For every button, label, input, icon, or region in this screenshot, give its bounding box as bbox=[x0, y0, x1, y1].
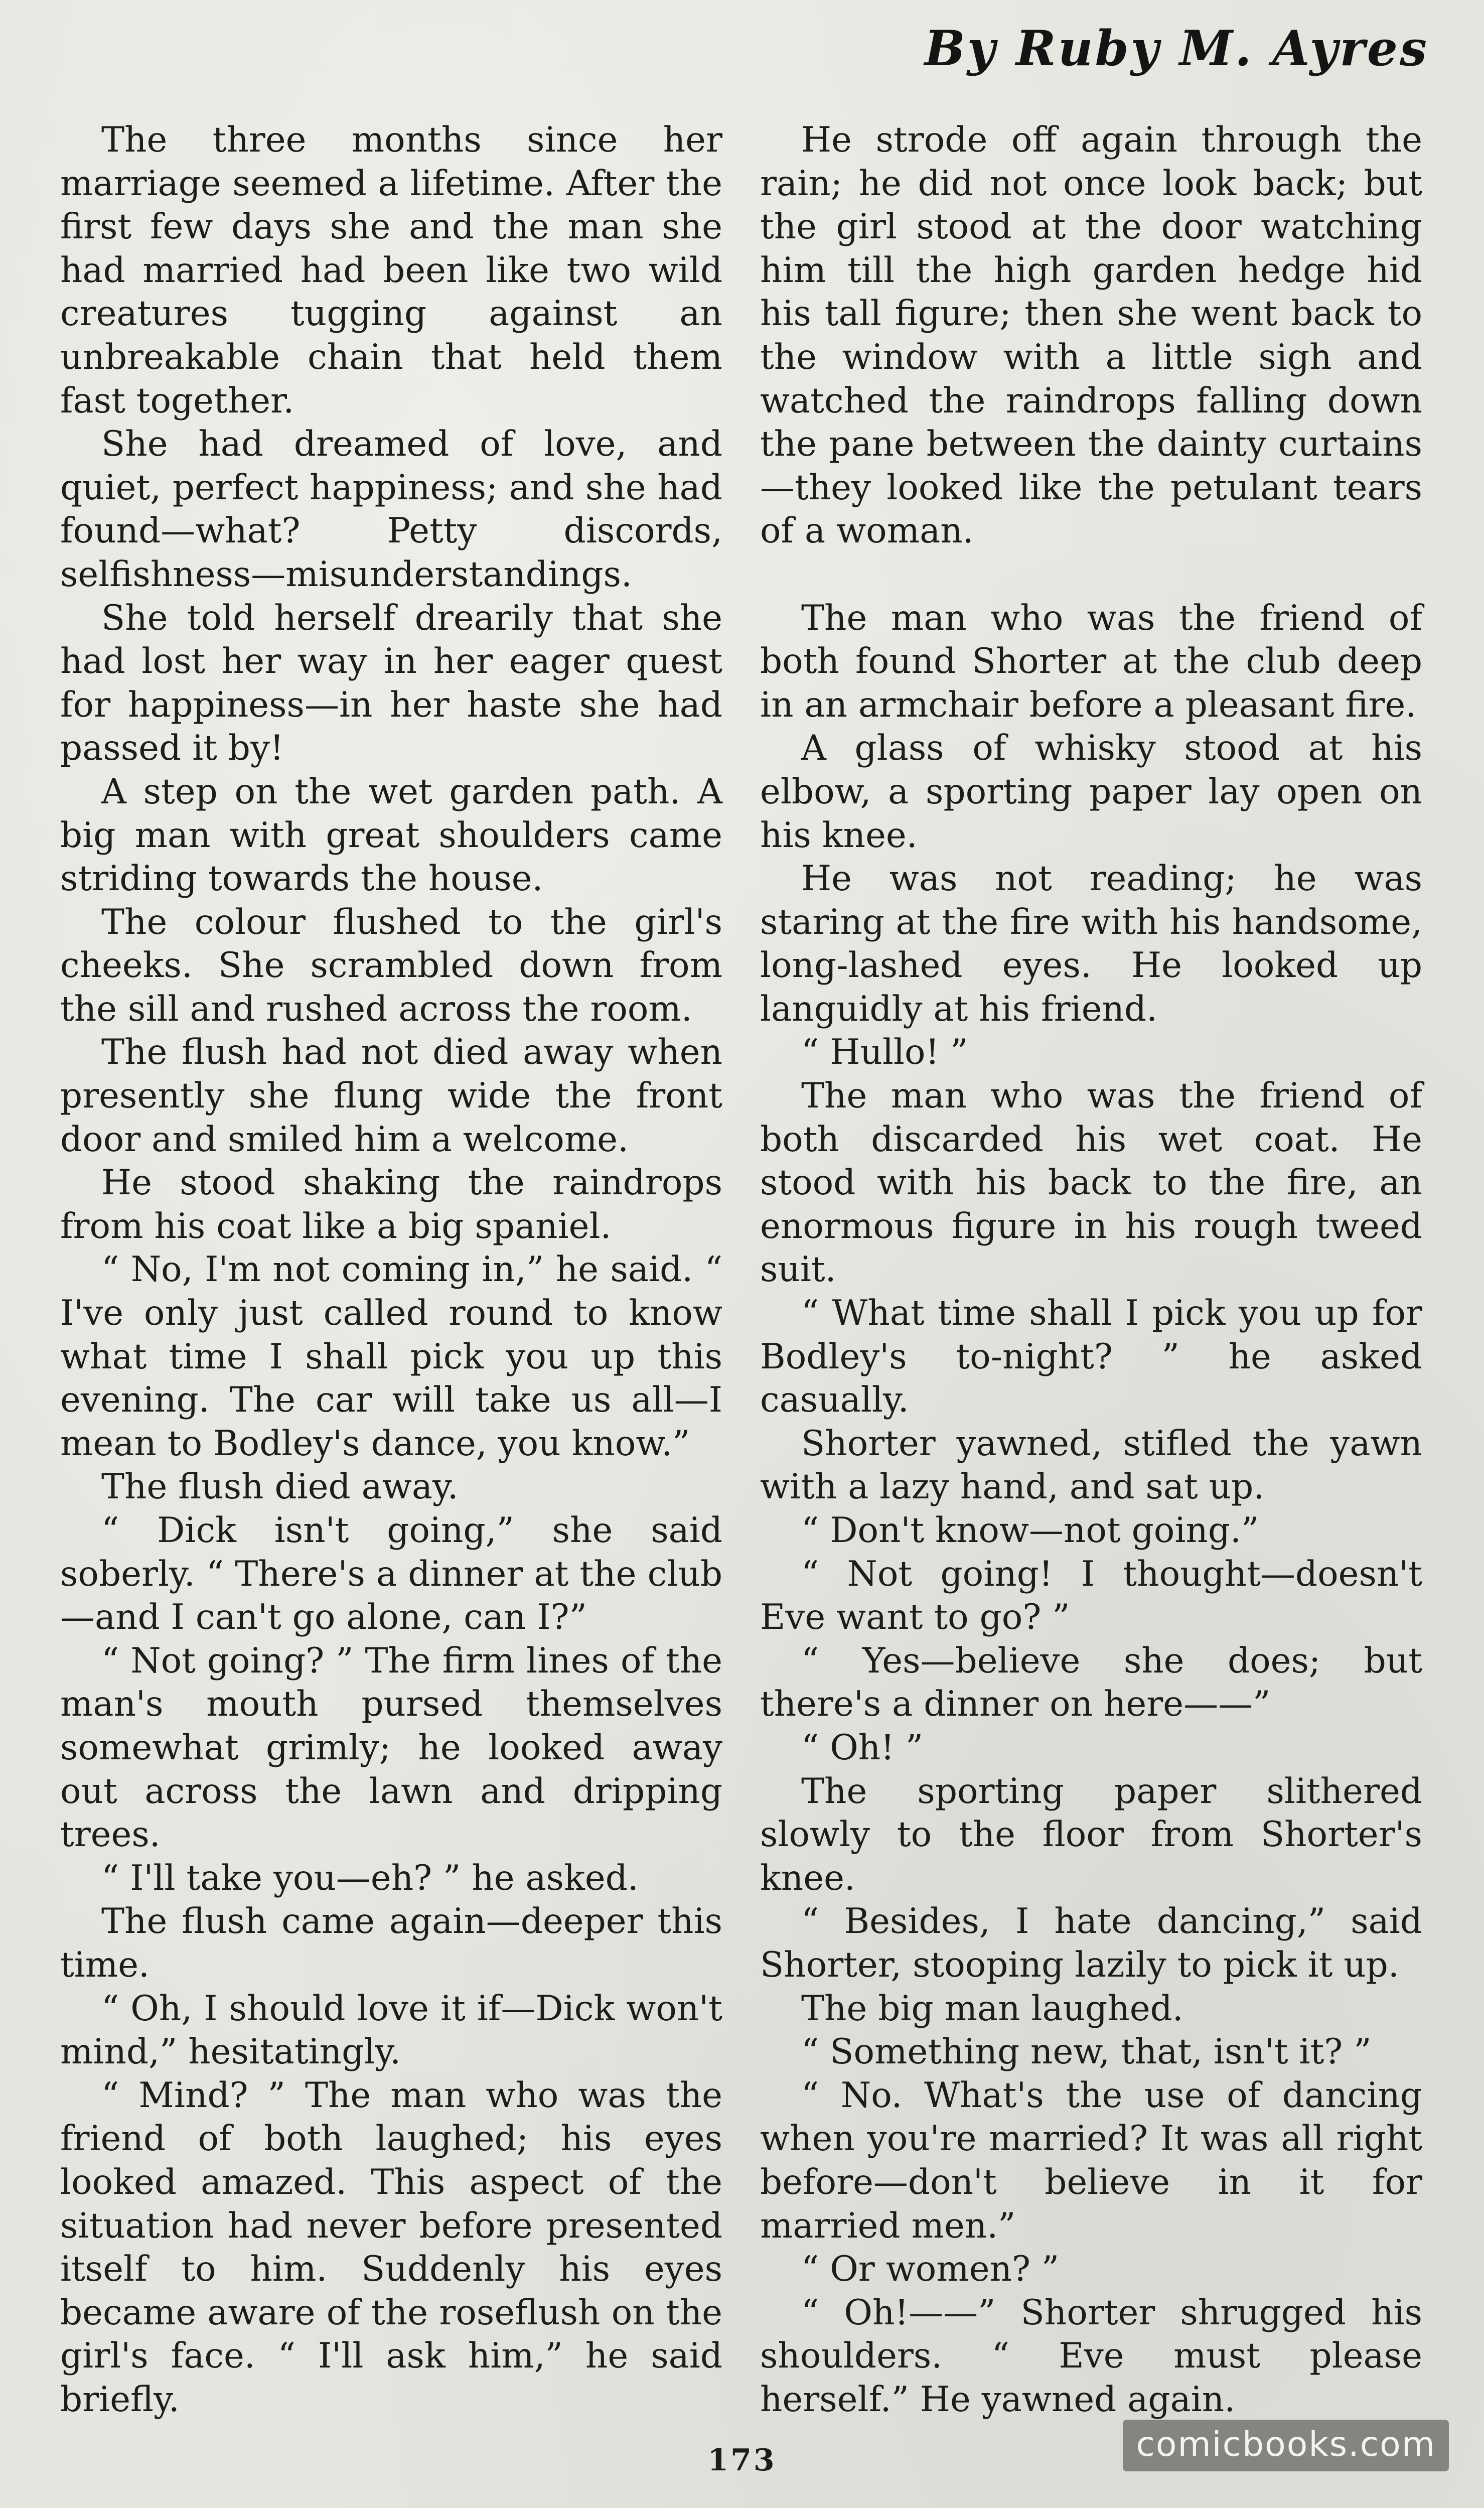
paragraph: “ Hullo! ” bbox=[801, 1032, 968, 1073]
paragraph: A step on the wet garden path. A big man with great shoulders came striding towards the house. bbox=[60, 771, 722, 899]
paragraph: A glass of whisky stood at his elbow, a sporting paper lay open on his knee. bbox=[760, 728, 1422, 856]
paragraph: “ Oh! ” bbox=[801, 1727, 924, 1768]
paragraph: “ Not going! I thought—doesn't Eve want to go? ” bbox=[760, 1554, 1422, 1638]
paragraph: “ Not going? ” The firm lines of the man's mouth pursed themselves somewhat grimly; he looked away out across the lawn and dripping trees. bbox=[60, 1640, 722, 1855]
text-column-right bbox=[760, 118, 1422, 2421]
paragraph: “ Yes—believe she does; but there's a dinner on here——” bbox=[760, 1640, 1422, 1725]
paragraph: The flush had not died away when presently she flung wide the front door and smiled him a welcome. bbox=[60, 1032, 722, 1160]
paragraph: She told herself drearily that she had lost her way in her eager quest for happiness—in her haste she had passed it by! bbox=[60, 598, 722, 769]
paragraph: “ Something new, that, isn't it? ” bbox=[801, 2032, 1372, 2072]
paragraph: Shorter yawned, stifled the yawn with a lazy hand, and sat up. bbox=[760, 1423, 1422, 1507]
paragraph: “ No. What's the use of dancing when you're married? It was all right before—don't believe in it for married men.” bbox=[760, 2075, 1422, 2246]
paragraph: She had dreamed of love, and quiet, perfect happiness; and she had found—what? Petty discords, selfishness—misunderstandings. bbox=[60, 424, 722, 595]
watermark-logo: comicbooks.com bbox=[1123, 2420, 1449, 2471]
paragraph: “ Oh!——” Shorter shrugged his shoulders. “ Eve must please herself.” He yawned again. bbox=[760, 2292, 1422, 2420]
paragraph: “ Or women? ” bbox=[801, 2249, 1060, 2290]
paragraph: The sporting paper slithered slowly to the floor from Shorter's knee. bbox=[760, 1771, 1422, 1898]
paragraph: “ What time shall I pick you up for Bodley's to-night? ” he asked casually. bbox=[760, 1293, 1422, 1421]
paragraph: “ Don't know—not going.” bbox=[801, 1510, 1259, 1551]
paragraph: “ Oh, I should love it if—Dick won't mind,” hesitatingly. bbox=[60, 1988, 722, 2072]
paragraph: The three months since her marriage seemed a lifetime. After the first few days she and the man she had married had been like two wild creatures tugging against an unbreakable chain that held them fast together. bbox=[60, 120, 722, 421]
paragraph: The big man laughed. bbox=[801, 1988, 1183, 2029]
paragraph: “ Mind? ” The man who was the friend of both laughed; his eyes looked amazed. This aspect of the situation had never before presented itself to him. Suddenly his eyes became aware of the roseflush on the girl's face. “ I'll ask him,” he said briefly. bbox=[60, 2075, 722, 2420]
paragraph: He was not reading; he was staring at the fire with his handsome, long-lashed eyes. He looked up languidly at his friend. bbox=[760, 859, 1422, 1029]
paragraph: “ I'll take you—eh? ” he asked. bbox=[101, 1858, 639, 1898]
paragraph: The man who was the friend of both discarded his wet coat. He stood with his back to the fire, an enormous figure in his rough tweed suit. bbox=[760, 1076, 1422, 1290]
paragraph: The flush came again—deeper this time. bbox=[60, 1901, 722, 1985]
paragraph: He stood shaking the raindrops from his coat like a big spaniel. bbox=[60, 1163, 722, 1246]
author-byline: By Ruby M. Ayres bbox=[924, 20, 1429, 77]
paragraph: The flush died away. bbox=[101, 1467, 459, 1507]
paragraph: He strode off again through the rain; he did not once look back; but the girl stood at the door watching him till the high garden hedge hid his tall figure; then she went back to the window with a little sigh and watched the raindrops falling down the pane between the dainty curtains—they looked like the petulant tears of a woman. bbox=[760, 120, 1422, 551]
paragraph: The man who was the friend of both found Shorter at the club deep in an armchair before a pleasant fire. bbox=[760, 598, 1422, 725]
paragraph: “ No, I'm not coming in,” he said. “ I've only just called round to know what time I shall pick you up this evening. The car will take us all—I mean to Bodley's dance, you know.” bbox=[60, 1249, 722, 1464]
page-number: 173 bbox=[707, 2443, 777, 2478]
text-column-left bbox=[60, 118, 722, 2421]
paragraph: “ Dick isn't going,” she said soberly. “ There's a dinner at the club—and I can't go alone, can I?” bbox=[60, 1510, 722, 1638]
section-break bbox=[760, 553, 1422, 597]
paragraph: “ Besides, I hate dancing,” said Shorter, stooping lazily to pick it up. bbox=[760, 1901, 1422, 1985]
paragraph: The colour flushed to the girl's cheeks. She scrambled down from the sill and rushed across the room. bbox=[60, 902, 722, 1029]
